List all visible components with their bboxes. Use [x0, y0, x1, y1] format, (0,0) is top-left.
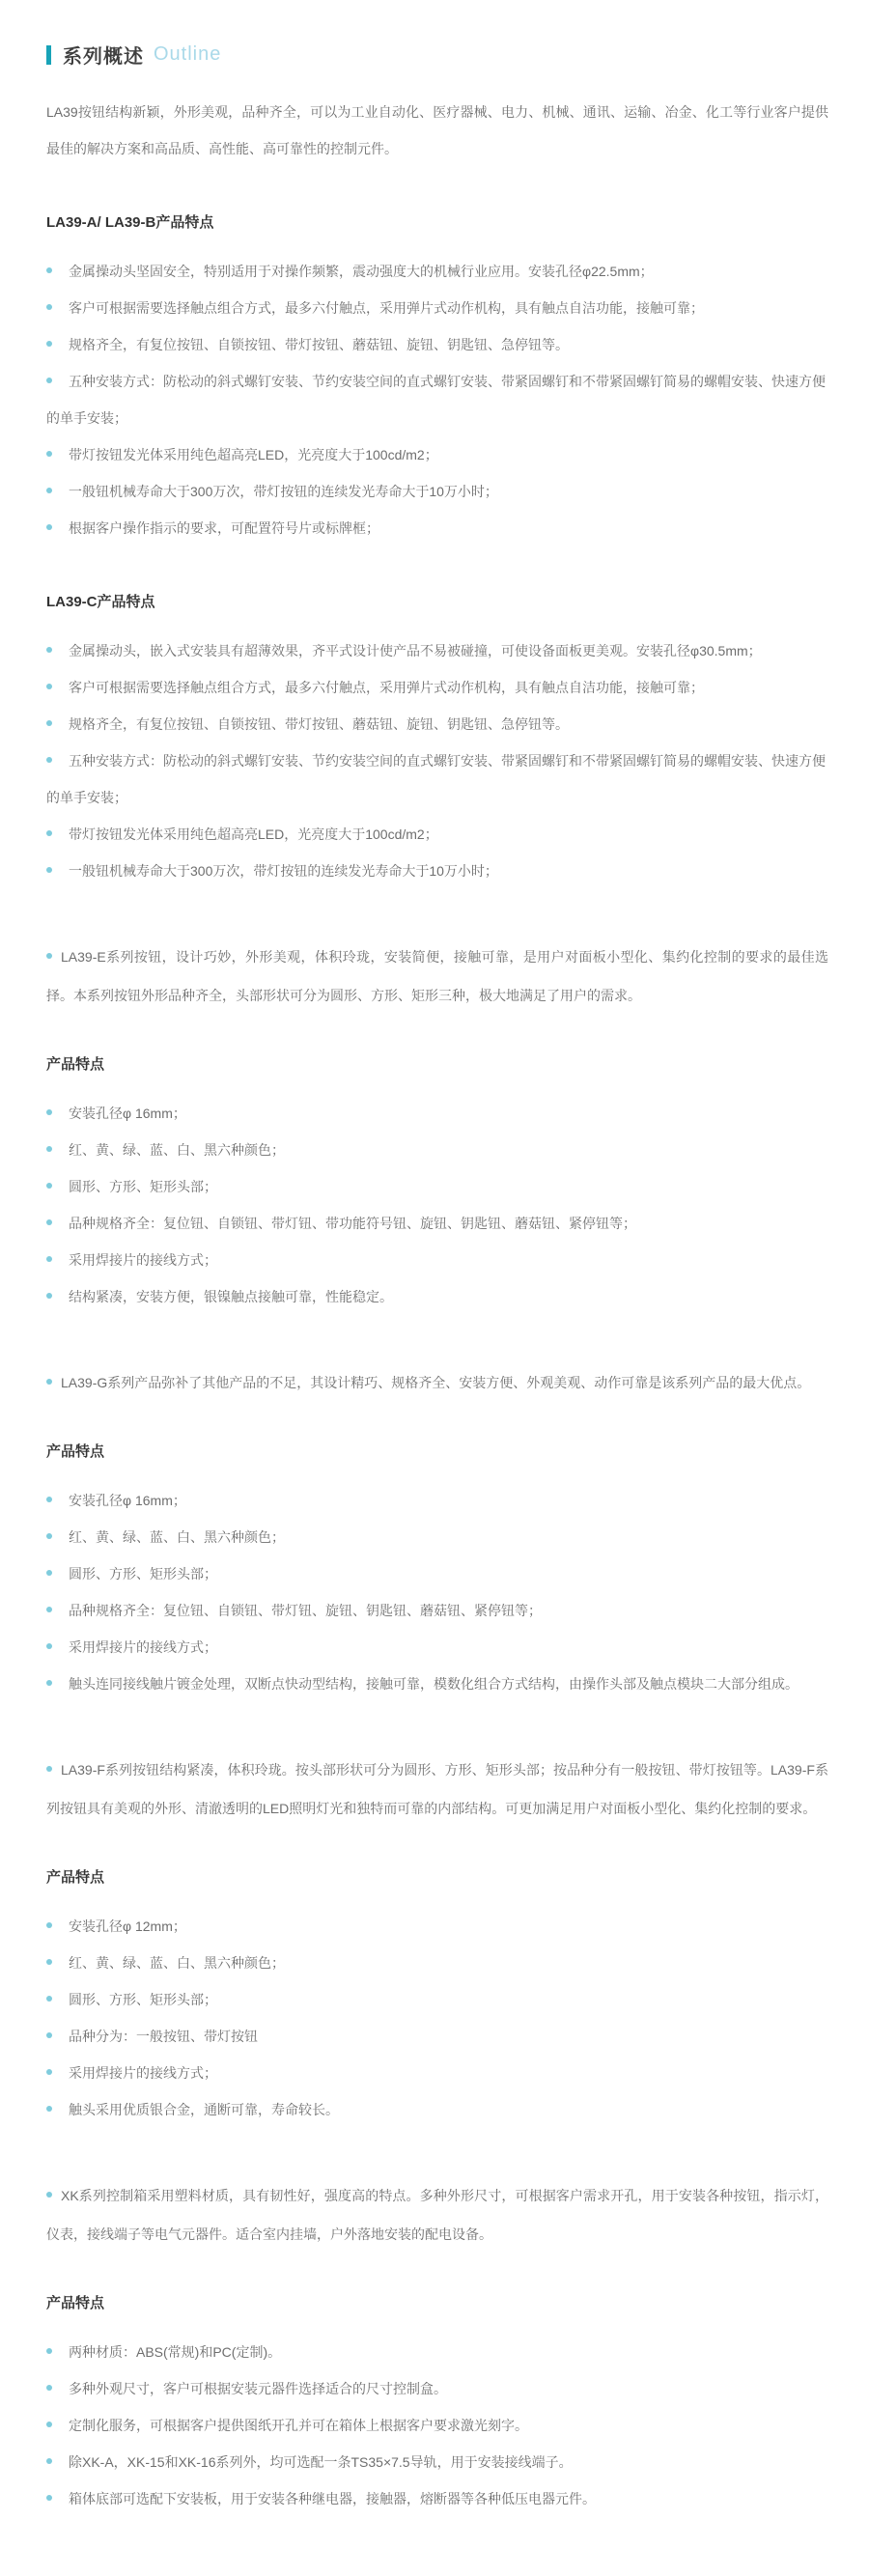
series-intro-paragraph: LA39按钮结构新颖，外形美观，品种齐全，可以为工业自动化、医疗器械、电力、机械、通讯、运输、冶金、化工等行业客户提供最佳的解决方案和高品质、高性能、高可靠性的控制元件。: [46, 104, 828, 156]
feature-bullet: [46, 473, 828, 510]
bullet-dot-icon: [46, 1959, 52, 1965]
feature-bullet: [46, 510, 828, 546]
page-title-cn: 系列概述: [63, 46, 144, 68]
feature-bullet: [46, 853, 828, 889]
bullet-dot-icon: [46, 2422, 52, 2427]
feature-bullet-text: 采用焊接片的接线方式；: [69, 1639, 217, 1655]
bullet-dot-icon: [46, 2495, 52, 2501]
feature-bullet: [46, 1168, 828, 1205]
feature-bullet-text: 红、黄、绿、蓝、白、黑六种颜色；: [69, 1142, 285, 1158]
feature-bullet-text: 多种外观尺寸，客户可根据安装元器件选择适合的尺寸控制盒。: [69, 2381, 447, 2396]
bullet-dot-icon: [46, 1922, 52, 1928]
bullet-dot-icon: [46, 684, 52, 689]
bullet-dot-icon: [46, 524, 52, 530]
section-intro-paragraph: [46, 938, 828, 1015]
product-section-5: [46, 2176, 828, 2517]
section-heading: LA39-C产品特点: [46, 594, 155, 610]
feature-bullet-text: 规格齐全，有复位按钮、自锁按钮、带灯按钮、蘑菇钮、旋钮、钥匙钮、急停钮等。: [69, 716, 569, 732]
page-title-en: Outline: [154, 43, 222, 65]
bullet-dot-icon: [46, 720, 52, 726]
section-heading: 产品特点: [46, 1869, 105, 1886]
feature-bullet-text: 安装孔径φ 16mm；: [69, 1106, 186, 1121]
feature-bullet-text: 品种分为：一般按钮、带灯按钮: [69, 2029, 258, 2044]
bullet-dot-icon: [46, 1379, 52, 1385]
feature-bullet: [46, 1519, 828, 1555]
bullet-dot-icon: [46, 2348, 52, 2354]
feature-bullet: [46, 2370, 828, 2407]
section-intro-paragraph: [46, 2176, 828, 2254]
feature-bullet-list: [46, 253, 828, 546]
product-section-3: [46, 1363, 828, 1702]
bullet-dot-icon: [46, 953, 52, 959]
bullet-dot-icon: [46, 1607, 52, 1612]
feature-bullet-text: 客户可根据需要选择触点组合方式，最多六付触点，采用弹片式动作机构，具有触点自洁功能，接触可靠；: [69, 680, 704, 695]
feature-bullet-text: 一般钮机械寿命大于300万次，带灯按钮的连续发光寿命大于10万小时；: [69, 484, 498, 499]
feature-bullet-text: 采用焊接片的接线方式；: [69, 2065, 217, 2081]
bullet-dot-icon: [46, 1183, 52, 1189]
bullet-dot-icon: [46, 1146, 52, 1152]
bullet-dot-icon: [46, 1643, 52, 1649]
feature-bullet: [46, 1981, 828, 2018]
bullet-dot-icon: [46, 1533, 52, 1539]
feature-bullet: [46, 1666, 828, 1702]
feature-bullet-text: 定制化服务，可根据客户提供图纸开孔并可在箱体上根据客户要求激光刻字。: [69, 2418, 528, 2433]
feature-bullet-text: 圆形、方形、矩形头部；: [69, 1566, 217, 1582]
feature-bullet-text: 除XK-A，XK-15和XK-16系列外，均可选配一条TS35×7.5导轨，用于安装接线端子。: [69, 2454, 573, 2470]
bullet-dot-icon: [46, 2069, 52, 2075]
bullet-dot-icon: [46, 1497, 52, 1502]
feature-bullet: [46, 363, 828, 436]
bullet-dot-icon: [46, 2458, 52, 2464]
feature-bullet: [46, 326, 828, 363]
feature-bullet: [46, 2091, 828, 2128]
feature-bullet: [46, 436, 828, 473]
feature-bullet: [46, 253, 828, 290]
feature-bullet-text: 安装孔径φ 12mm；: [69, 1918, 186, 1934]
feature-bullet-text: 圆形、方形、矩形头部；: [69, 1992, 217, 2007]
feature-bullet-text: 安装孔径φ 16mm；: [69, 1493, 186, 1508]
section-intro-text: LA39-G系列产品弥补了其他产品的不足，其设计精巧、规格齐全、安装方便、外观美观、动作可靠是该系列产品的最大优点。: [61, 1375, 811, 1390]
section-intro-paragraph: [46, 1750, 828, 1828]
feature-bullet-text: 触头采用优质银合金，通断可靠，寿命较长。: [69, 2102, 339, 2117]
feature-bullet: [46, 669, 828, 706]
bullet-dot-icon: [46, 1293, 52, 1299]
feature-bullet-text: 金属操动头坚固安全，特别适用于对操作频繁，震动强度大的机械行业应用。安装孔径φ22.5mm；: [69, 264, 654, 279]
section-intro-text: XK系列控制箱采用塑料材质，具有韧性好，强度高的特点。多种外形尺寸，可根据客户需求开孔，用于安装各种按钮，指示灯，仪表，接线端子等电气元器件。适合室内挂墙，户外落地安装的配电设备。: [46, 2188, 828, 2242]
bullet-dot-icon: [46, 341, 52, 347]
feature-bullet: [46, 1908, 828, 1945]
feature-bullet: [46, 2407, 828, 2444]
feature-bullet: [46, 1132, 828, 1168]
feature-bullet-text: 红、黄、绿、蓝、白、黑六种颜色；: [69, 1529, 285, 1545]
feature-bullet-list: [46, 1482, 828, 1702]
feature-bullet-text: 触头连同接线触片镀金处理，双断点快动型结构，接触可靠，模数化组合方式结构，由操作头部及触点模块二大部分组成。: [69, 1676, 799, 1692]
feature-bullet: [46, 2055, 828, 2091]
product-section-1: [46, 591, 828, 889]
feature-bullet: [46, 1555, 828, 1592]
feature-bullet-text: 五种安装方式：防松动的斜式螺钉安装、节约安装空间的直式螺钉安装、带紧固螺钉和不带紧固螺钉简易的螺帽安装、快速方便的单手安装；: [46, 374, 826, 426]
bullet-dot-icon: [46, 2192, 52, 2198]
feature-bullet: [46, 2334, 828, 2370]
bullet-dot-icon: [46, 830, 52, 836]
sections-container: [46, 211, 828, 2517]
feature-bullet: [46, 1482, 828, 1519]
section-heading: 产品特点: [46, 2295, 105, 2311]
bullet-dot-icon: [46, 1256, 52, 1262]
feature-bullet-list: [46, 632, 828, 889]
feature-bullet: [46, 2018, 828, 2055]
product-section-4: [46, 1750, 828, 2128]
feature-bullet: [46, 1945, 828, 1981]
feature-bullet: [46, 816, 828, 853]
bullet-dot-icon: [46, 267, 52, 273]
bullet-dot-icon: [46, 378, 52, 383]
feature-bullet: [46, 290, 828, 326]
feature-bullet-text: 客户可根据需要选择触点组合方式，最多六付触点，采用弹片式动作机构，具有触点自洁功能，接触可靠；: [69, 300, 704, 316]
feature-bullet: [46, 2480, 828, 2517]
feature-bullet: [46, 1592, 828, 1629]
feature-bullet-text: 一般钮机械寿命大于300万次，带灯按钮的连续发光寿命大于10万小时；: [69, 863, 498, 879]
feature-bullet-text: 带灯按钮发光体采用纯色超高亮LED，光亮度大于100cd/m2；: [69, 447, 438, 462]
feature-bullet-text: 根据客户操作指示的要求，可配置符号片或标牌框；: [69, 520, 379, 536]
bullet-dot-icon: [46, 757, 52, 763]
section-heading: 产品特点: [46, 1056, 105, 1073]
bullet-dot-icon: [46, 2106, 52, 2112]
feature-bullet-text: 结构紧凑，安装方便，银镍触点接触可靠，性能稳定。: [69, 1289, 393, 1304]
page-title: [46, 41, 828, 69]
feature-bullet-list: [46, 2334, 828, 2517]
product-section-0: [46, 211, 828, 546]
feature-bullet-text: 五种安装方式：防松动的斜式螺钉安装、节约安装空间的直式螺钉安装、带紧固螺钉和不带紧固螺钉简易的螺帽安装、快速方便的单手安装；: [46, 753, 826, 805]
section-intro-paragraph: [46, 1363, 828, 1402]
bullet-dot-icon: [46, 451, 52, 457]
bullet-dot-icon: [46, 2032, 52, 2038]
feature-bullet-text: 规格齐全，有复位按钮、自锁按钮、带灯按钮、蘑菇钮、旋钮、钥匙钮、急停钮等。: [69, 337, 569, 352]
bullet-dot-icon: [46, 1570, 52, 1576]
feature-bullet: [46, 2444, 828, 2480]
feature-bullet-text: 圆形、方形、矩形头部；: [69, 1179, 217, 1194]
section-intro-text: LA39-F系列按钮结构紧凑，体积玲珑。按头部形状可分为圆形、方形、矩形头部；按品种分有一般按钮、带灯按钮等。LA39-F系列按钮具有美观的外形、清澈透明的LED照明灯光和独特而可靠的内部结构。可更加满足用户对面板小型化、集约化控制的要求。: [46, 1762, 828, 1816]
bullet-dot-icon: [46, 488, 52, 493]
feature-bullet-list: [46, 1095, 828, 1315]
section-intro-text: LA39-E系列按钮，设计巧妙，外形美观，体积玲珑，安装简便，接触可靠，是用户对面板小型化、集约化控制的要求的最佳选择。本系列按钮外形品种齐全，头部形状可分为圆形、方形、矩形三种，极大地满足了用户的需求。: [46, 949, 828, 1003]
bullet-dot-icon: [46, 867, 52, 873]
feature-bullet-text: 金属操动头，嵌入式安装具有超薄效果，齐平式设计使产品不易被碰撞，可使设备面板更美观。安装孔径φ30.5mm；: [69, 643, 762, 658]
feature-bullet: [46, 1095, 828, 1132]
feature-bullet: [46, 1629, 828, 1666]
feature-bullet-text: 带灯按钮发光体采用纯色超高亮LED，光亮度大于100cd/m2；: [69, 826, 438, 842]
feature-bullet: [46, 706, 828, 742]
feature-bullet: [46, 1278, 828, 1315]
title-accent-bar-icon: [46, 45, 51, 65]
feature-bullet: [46, 742, 828, 816]
feature-bullet-text: 红、黄、绿、蓝、白、黑六种颜色；: [69, 1955, 285, 1971]
bullet-dot-icon: [46, 304, 52, 310]
bullet-dot-icon: [46, 1766, 52, 1772]
section-heading: LA39-A/ LA39-B产品特点: [46, 214, 214, 231]
feature-bullet-list: [46, 1908, 828, 2128]
feature-bullet: [46, 632, 828, 669]
feature-bullet-text: 两种材质：ABS(常规)和PC(定制)。: [69, 2344, 282, 2360]
bullet-dot-icon: [46, 1996, 52, 2002]
feature-bullet-text: 品种规格齐全：复位钮、自锁钮、带灯钮、带功能符号钮、旋钮、钥匙钮、蘑菇钮、紧停钮等；: [69, 1216, 636, 1231]
feature-bullet-text: 采用焊接片的接线方式；: [69, 1252, 217, 1268]
feature-bullet-text: 箱体底部可选配下安装板，用于安装各种继电器，接触器，熔断器等各种低压电器元件。: [69, 2491, 596, 2506]
feature-bullet: [46, 1205, 828, 1242]
product-section-2: [46, 938, 828, 1315]
bullet-dot-icon: [46, 1680, 52, 1686]
bullet-dot-icon: [46, 647, 52, 653]
bullet-dot-icon: [46, 1109, 52, 1115]
bullet-dot-icon: [46, 2385, 52, 2391]
feature-bullet-text: 品种规格齐全：复位钮、自锁钮、带灯钮、旋钮、钥匙钮、蘑菇钮、紧停钮等；: [69, 1603, 542, 1618]
section-heading: 产品特点: [46, 1443, 105, 1460]
feature-bullet: [46, 1242, 828, 1278]
bullet-dot-icon: [46, 1219, 52, 1225]
